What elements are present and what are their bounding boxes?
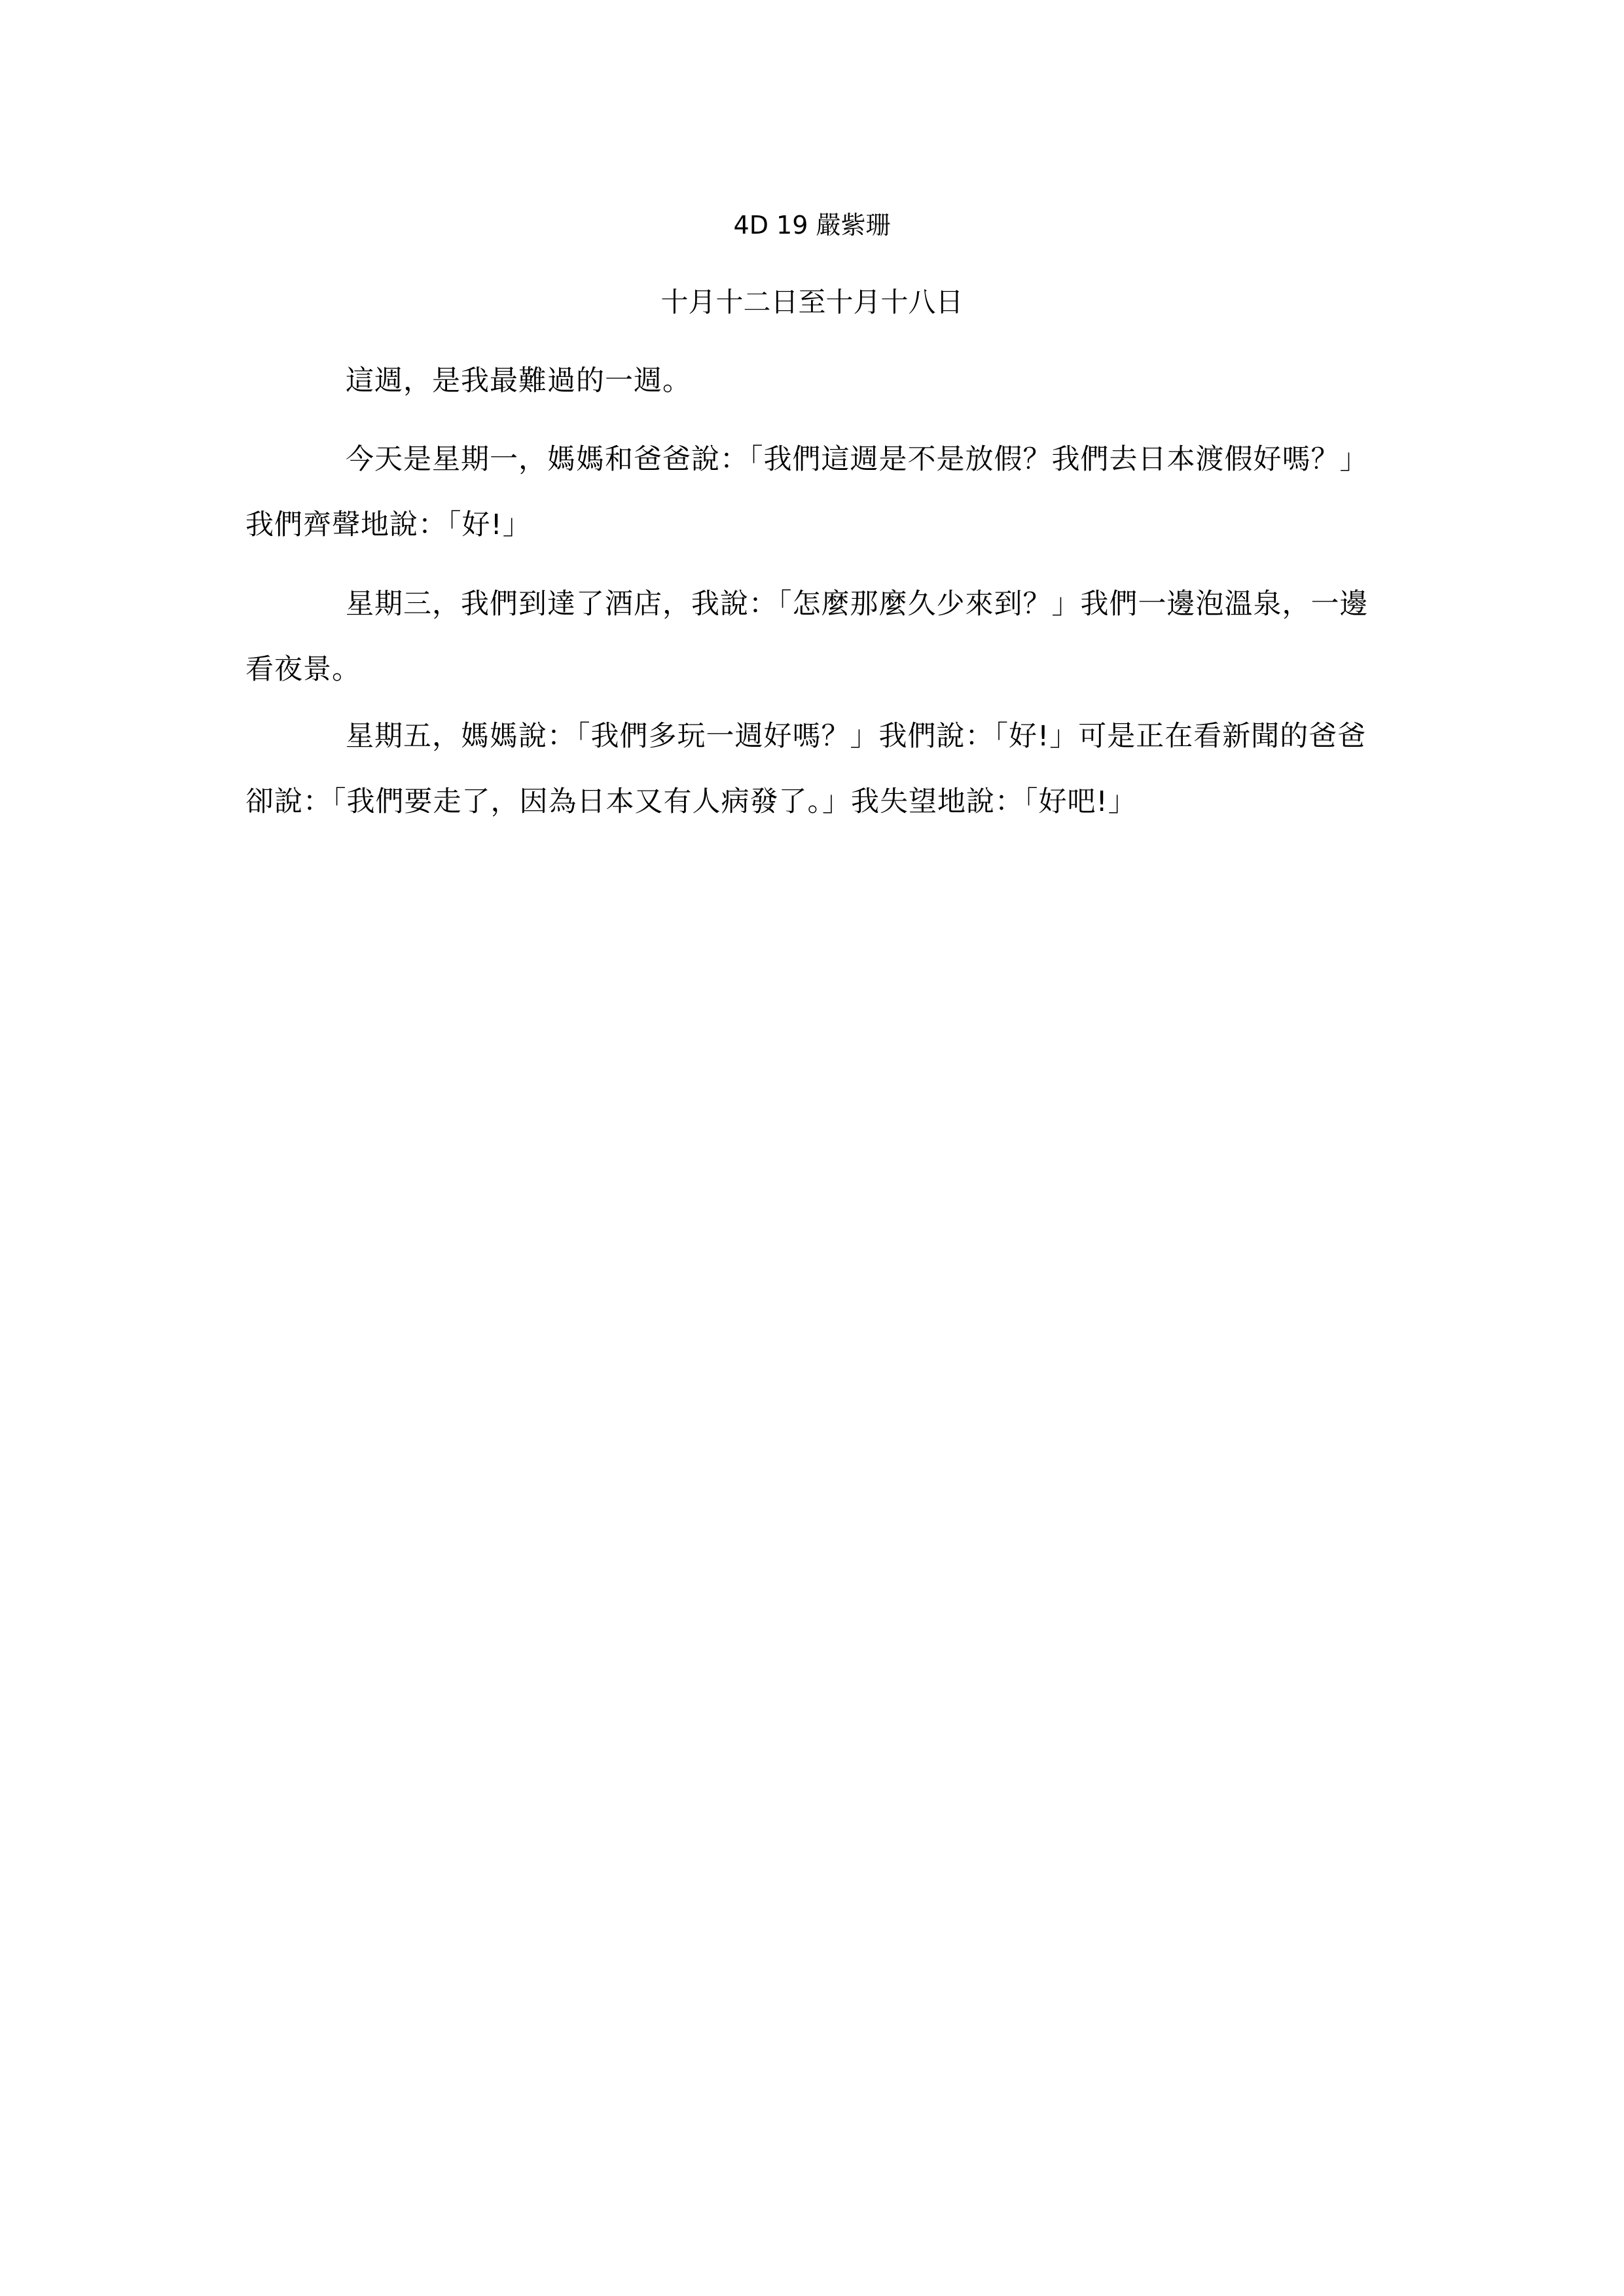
paragraph-4: 星期五，媽媽說：「我們多玩一週好嗎？」我們說：「好!」可是正在看新聞的爸爸卻說：「我們要走了，因為日本又有人病發了。」我失望地說：「好吧!」: [245, 720, 1367, 818]
author-line: 4D 19 嚴紫珊: [733, 211, 891, 240]
date-range-heading: 十月十二日至十月十八日: [660, 286, 964, 318]
paragraph-2: 今天是星期一，媽媽和爸爸說：「我們這週是不是放假？我們去日本渡假好嗎？」我們齊聲地說：「好!」: [245, 443, 1369, 541]
paragraph-1: 這週，是我最難過的一週。: [346, 365, 691, 397]
paragraph-3: 星期三，我們到達了酒店，我說：「怎麼那麼久少來到？」我們一邊泡溫泉，一邊看夜景。: [245, 588, 1369, 686]
